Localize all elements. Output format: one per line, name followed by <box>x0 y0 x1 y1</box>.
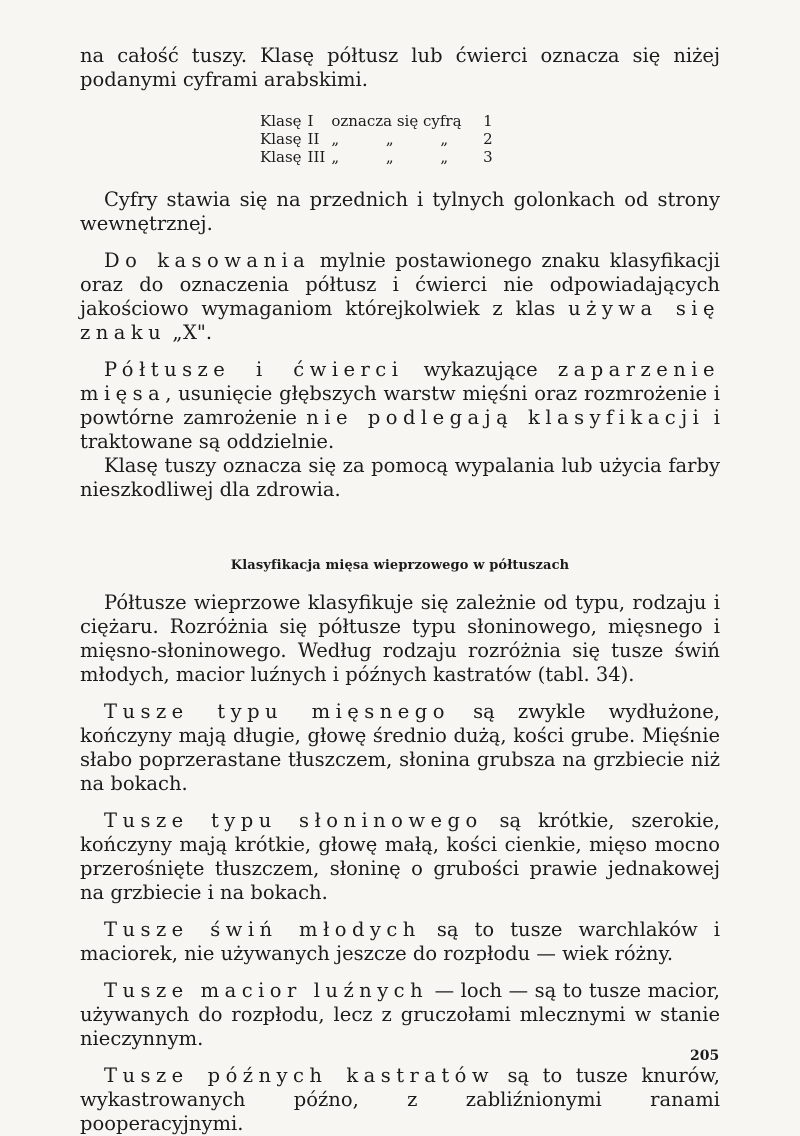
paragraph-8 <box>80 809 720 905</box>
class-text: oznacza się cyfrą <box>331 112 462 130</box>
paragraph-text: wykazujące <box>403 358 558 381</box>
class-roman: II <box>307 130 320 148</box>
paragraph-4 <box>80 358 720 454</box>
paragraph-1: na całość tuszy. Klasę półtusz lub ćwierci oznacza się niżej podanymi cyframi arabskimi. <box>80 44 720 91</box>
spaced-lead: Do kasowania <box>104 249 311 272</box>
paragraph-text: „X". <box>166 321 213 344</box>
paragraph-text: , usunięcie głębszych warstw mięśni oraz rozmrożenie i powtórne zamrożenie <box>80 382 720 429</box>
class-roman: I <box>307 112 314 130</box>
class-text: „ „ „ <box>331 130 470 148</box>
paragraph-text: są zwykle wydłużone, kończyny mają długie, głowę średnio dużą, kości grube. Mięśnie słabo poprzerastane tłuszczem, słonina grubsza na grzbiecie niż na bokach. <box>80 700 721 795</box>
spaced-lead: Tusze typu mięsnego <box>104 700 450 723</box>
paragraph-text: i traktowane są oddzielnie. <box>80 406 720 453</box>
class-number: 2 <box>483 130 493 148</box>
class-text: „ „ „ <box>331 148 470 166</box>
paragraph-text: są to tusze knurów, wykastrowanych późno, z zabliźnionymi ranami pooperacyjnymi. <box>80 1064 720 1135</box>
paragraph-3 <box>80 249 720 345</box>
paragraph-text: są to tusze warchlaków i maciorek, nie używanych jeszcze do rozpłodu — wiek różny. <box>80 918 720 965</box>
class-roman: III <box>307 148 326 166</box>
spaced-lead: Tusze macior luźnych <box>104 979 429 1002</box>
page-body <box>80 44 720 1136</box>
class-row <box>260 130 493 148</box>
class-label: Klasę <box>260 130 302 148</box>
spaced-phrase: nie podlegają klasyfikacji <box>306 406 705 429</box>
paragraph-text: mylnie postawionego znaku klasyfikacji oraz do oznaczenia półtusz i ćwierci nie odpowiadających jakościowo wymaganiom którejkolwiek z klas <box>80 249 720 320</box>
class-table <box>260 112 493 166</box>
paragraph-text: są krótkie, szerokie, kończyny mają krótkie, głowę małą, kości cienkie, mięso mocno przerośnięte tłuszczem, słoninę o grubości prawie jednakowej na grzbiecie i na bokach. <box>80 809 720 904</box>
paragraph-2: Cyfry stawia się na przednich i tylnych golonkach od strony wewnętrznej. <box>80 188 720 235</box>
paragraph-10 <box>80 979 720 1051</box>
class-number: 3 <box>483 148 493 166</box>
class-label: Klasę <box>260 112 302 130</box>
section-heading: Klasyfikacja mięsa wieprzowego w półtuszach <box>230 558 570 573</box>
spaced-phrase: używa się znaku <box>80 297 720 344</box>
page-number: 205 <box>690 1048 720 1064</box>
paragraph-11 <box>80 1064 720 1136</box>
spaced-lead: Półtusze i ćwierci <box>104 358 404 381</box>
spaced-lead: Tusze późnych kastratów <box>104 1064 495 1087</box>
paragraph-text: — loch — są to tusze macior, używanych do rozpłodu, lecz z gruczołami mlecznymi w stanie nieczynnym. <box>80 979 720 1050</box>
paragraph-9 <box>80 918 720 966</box>
class-number: 1 <box>483 112 493 130</box>
class-label: Klasę <box>260 148 302 166</box>
spaced-phrase: zaparzenie mięsa <box>80 358 720 405</box>
spaced-lead: Tusze świń młodych <box>104 918 421 941</box>
class-row <box>260 112 493 130</box>
spaced-lead: Tusze typu słoninowego <box>104 809 483 832</box>
paragraph-6: Półtusze wieprzowe klasyfikuje się zależnie od typu, rodzaju i ciężaru. Rozróżnia się półtusze typu słoninowego, mięsnego i mięsno-słoninowego. Według rodzaju rozróżnia się tusze świń młodych, macior luźnych i późnych kastratów (tabl. 34). <box>80 591 720 686</box>
paragraph-7 <box>80 700 720 796</box>
class-row <box>260 148 493 166</box>
paragraph-5: Klasę tuszy oznacza się za pomocą wypalania lub użycia farby nieszkodliwej dla zdrowia. <box>80 454 720 501</box>
